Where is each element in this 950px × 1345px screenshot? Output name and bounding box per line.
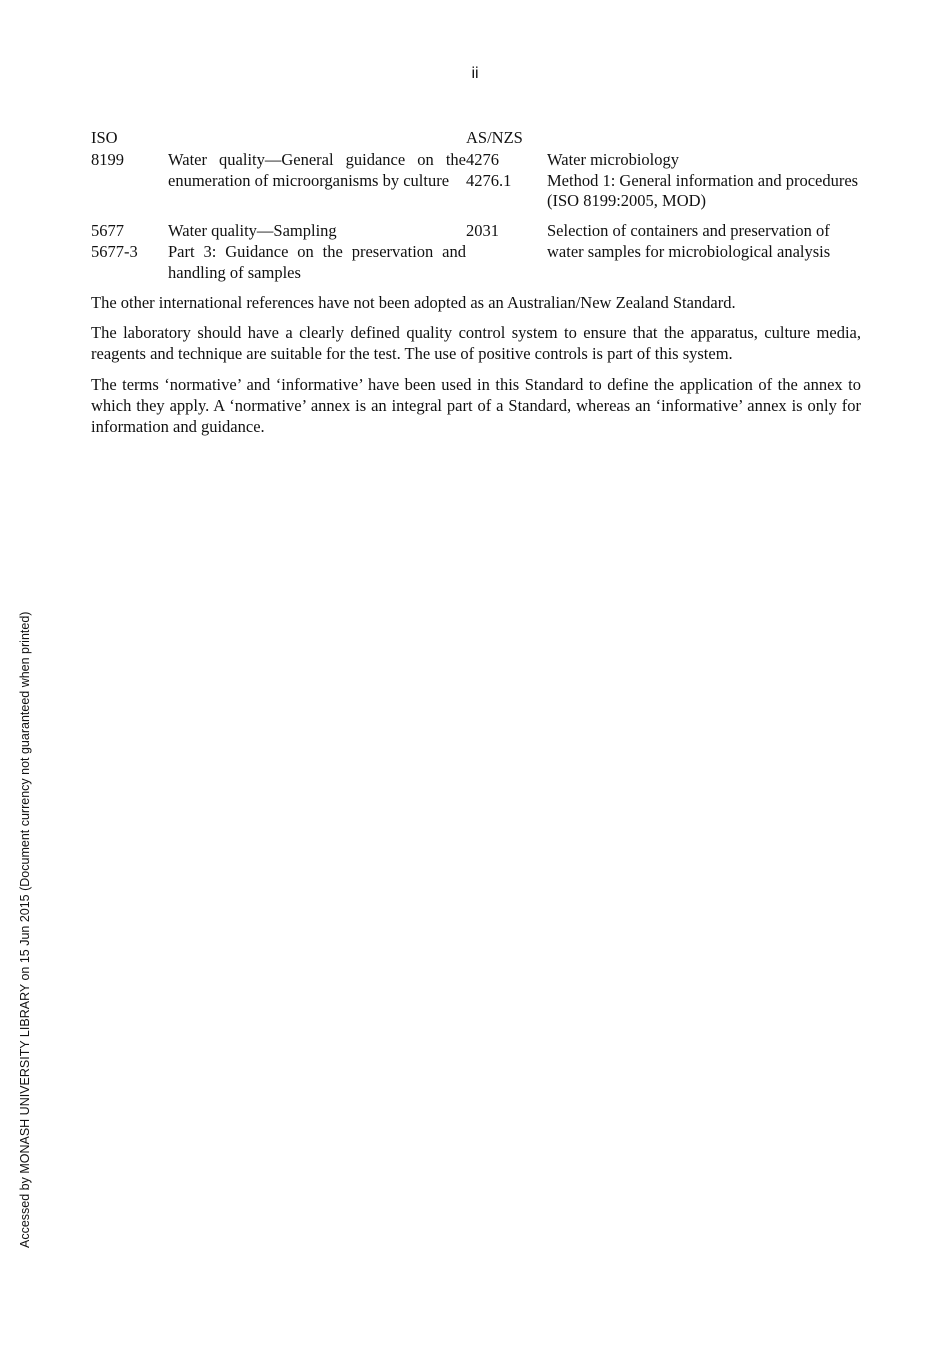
iso-code-cell [91,221,168,283]
iso-title-cell [168,150,466,212]
iso-title: Water quality—General guidance on the enumeration of microorganisms by culture [168,149,466,190]
iso-code-cell [91,150,168,212]
asnzs-title-cell [547,221,861,283]
iso-title-column-header [168,128,466,149]
asnzs-title-cell [547,150,861,212]
asnzs-title: Selection of containers and preservation of water samples for microbiological analysis [547,221,831,261]
reference-row [91,221,861,283]
reference-row [91,150,861,212]
asnzs-title-column-header [547,128,861,149]
iso-code: 5677 [91,221,124,241]
paragraph-international-references: The other international references have not been adopted as an Australian/New Zealand Standard. [91,292,736,312]
iso-code: 8199 [91,149,124,169]
iso-title-cell [168,221,466,283]
iso-title: Water quality—Sampling [168,221,337,241]
reference-table-header [91,128,861,149]
iso-column-header: ISO [91,128,118,147]
asnzs-code-cell [466,150,547,212]
asnzs-code: 4276 [466,149,499,169]
asnzs-title: Method 1: General information and procedures (ISO 8199:2005, MOD) [547,170,859,211]
document-body [91,128,861,437]
page-number: ii [471,65,479,82]
asnzs-code-cell [466,221,547,283]
paragraph-quality-control: The laboratory should have a clearly defined quality control system to ensure that the apparatus, culture media, reagents and technique are suitable for the test. The use of positive controls is part of this system. [91,323,861,364]
asnzs-column-header: AS/NZS [466,128,523,147]
reference-table [91,128,861,284]
asnzs-code: 2031 [466,221,499,241]
access-watermark: Accessed by MONASH UNIVERSITY LIBRARY on 15 Jun 2015 (Document currency not guaranteed when printed) [18,611,32,1248]
asnzs-title: Water microbiology [547,149,680,169]
paragraph-normative-informative: The terms ‘normative’ and ‘informative’ have been used in this Standard to define the application of the annex to which they apply. A ‘normative’ annex is an integral part of a Standard, whereas an ‘informative’ annex is only for information and guidance. [91,374,861,436]
iso-code: 5677-3 [91,241,138,261]
iso-title: Part 3: Guidance on the preservation and handling of samples [168,241,466,282]
asnzs-code: 4276.1 [466,170,512,190]
